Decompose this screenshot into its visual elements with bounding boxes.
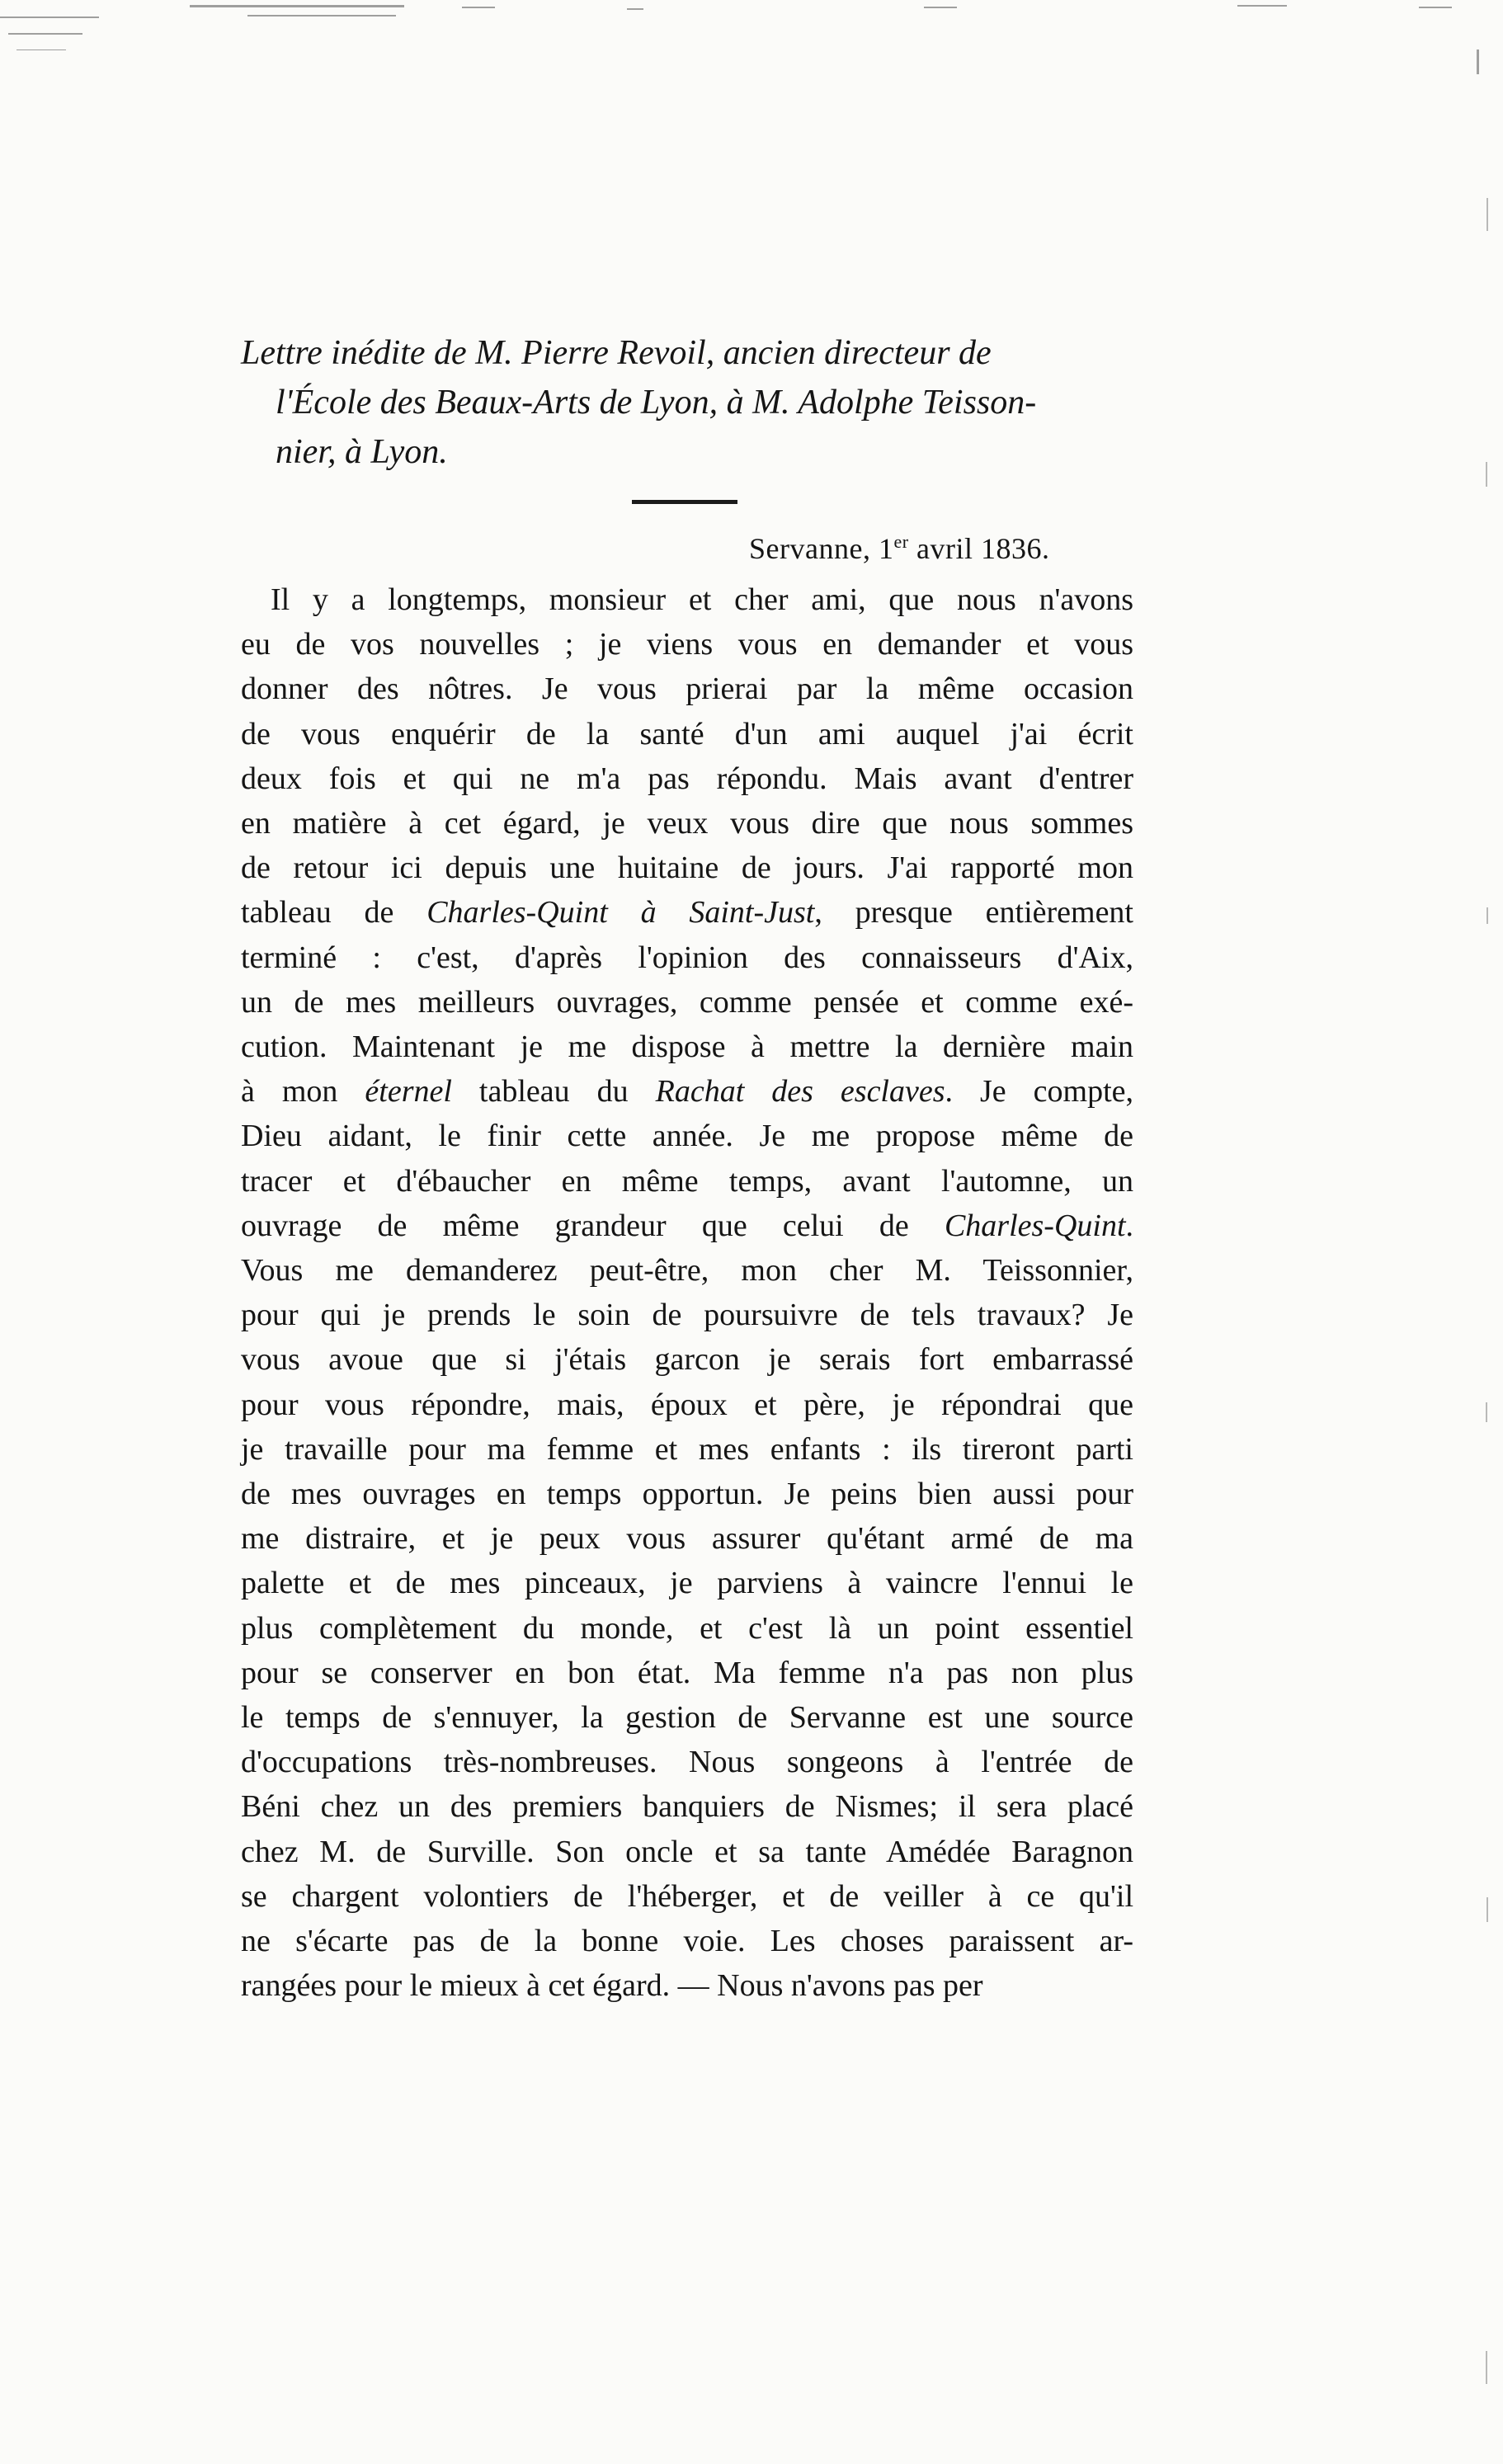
text-run: Vous me demanderez peut-être, mon cher M. Teissonnier,: [241, 1253, 1133, 1289]
heading-line: nier, à Lyon.: [276, 433, 448, 471]
body-line: [241, 1963, 1133, 2008]
text-run: .: [1125, 1208, 1133, 1243]
scan-edge-right: [1483, 0, 1491, 2464]
text-run: le temps de s'ennuyer, la gestion de Servanne est une source: [241, 1700, 1133, 1736]
text-run: pour vous répondre, mais, époux et père, je répondrai que: [241, 1387, 1133, 1422]
body-line: [241, 756, 1133, 801]
body-line: [241, 1516, 1133, 1561]
text-run: je travaille pour ma femme et mes enfants : ils tireront parti: [241, 1431, 1133, 1467]
letter-body: [241, 577, 1133, 2009]
body-line: [241, 1919, 1133, 1963]
text-run: , presque entièrement: [814, 895, 1133, 930]
text-run: Il y a longtemps, monsieur et cher ami, que nous n'avons: [271, 582, 1133, 617]
text-run: Béni chez un des premiers banquiers de Nismes; il sera placé: [241, 1789, 1133, 1825]
body-line: [241, 622, 1133, 667]
body-line: [241, 1874, 1133, 1919]
text-run: plus complètement du monde, et c'est là un point essentiel: [241, 1610, 1133, 1646]
body-line: [241, 846, 1133, 890]
body-line: [241, 1383, 1133, 1427]
dateline-date: avril 1836.: [908, 532, 1050, 565]
body-line: [241, 1293, 1133, 1337]
text-run: . Je compte,: [945, 1074, 1134, 1110]
text-run: donner des nôtres. Je vous prierai par la même occasion: [241, 671, 1133, 707]
text-run: ne s'écarte pas de la bonne voie. Les choses paraissent ar-: [241, 1924, 1133, 1959]
body-line: [241, 577, 1133, 622]
body-line: [241, 1472, 1133, 1516]
text-run: rangées pour le mieux à cet égard. — Nous n'avons pas per: [241, 1968, 983, 2004]
italic-title: Rachat des esclaves: [655, 1074, 945, 1110]
text-run: de mes ouvrages en temps opportun. Je peins bien aussi pour: [241, 1477, 1133, 1512]
body-line: [241, 801, 1133, 846]
italic-title: éternel: [365, 1074, 452, 1110]
text-run: de retour ici depuis une huitaine de jours. J'ai rapporté mon: [241, 850, 1133, 886]
text-run: deux fois et qui ne m'a pas répondu. Mais avant d'entrer: [241, 761, 1133, 796]
body-line: [241, 1159, 1133, 1204]
body-line: [241, 1204, 1133, 1248]
body-line: [241, 1337, 1133, 1382]
body-line: [241, 1784, 1133, 1829]
text-run: palette et de mes pinceaux, je parviens à vaincre l'ennui le: [241, 1566, 1133, 1601]
body-line: [241, 1069, 1133, 1114]
text-run: pour qui je prends le soin de poursuivre de tels travaux? Je: [241, 1298, 1133, 1333]
body-line: [241, 1695, 1133, 1740]
text-run: un de mes meilleurs ouvrages, comme pensée et comme exé-: [241, 984, 1133, 1020]
body-line: [241, 1606, 1133, 1651]
text-run: en matière à cet égard, je veux vous dire que nous sommes: [241, 806, 1133, 841]
body-line: [241, 667, 1133, 711]
text-run: Dieu aidant, le finir cette année. Je me propose même de: [241, 1119, 1133, 1154]
body-line: [241, 1427, 1133, 1472]
heading-line: Lettre inédite de M. Pierre Revoil, ancien directeur de: [241, 334, 992, 372]
italic-title: Charles-Quint: [944, 1208, 1126, 1243]
text-run: se chargent volontiers de l'héberger, et de veiller à ce qu'il: [241, 1878, 1133, 1914]
body-line: [241, 1248, 1133, 1293]
body-line: [241, 1561, 1133, 1605]
body-line: [241, 712, 1133, 756]
letter-heading: [241, 328, 1165, 477]
dateline-place: Servanne, 1: [749, 532, 894, 565]
body-line: [241, 890, 1133, 935]
body-line: [241, 1830, 1133, 1874]
text-run: tableau de: [241, 895, 427, 930]
italic-title: Charles-Quint à Saint-Just: [426, 895, 815, 930]
text-run: tableau du: [451, 1074, 656, 1110]
text-run: de vous enquérir de la santé d'un ami auquel j'ai écrit: [241, 716, 1133, 751]
text-run: à mon: [241, 1074, 365, 1110]
heading-line: l'École des Beaux-Arts de Lyon, à M. Adolphe Teisson-: [276, 384, 1037, 422]
dateline: [749, 531, 1050, 566]
body-line: [241, 935, 1133, 980]
body-line: [241, 1740, 1133, 1784]
text-run: ouvrage de même grandeur que celui de: [241, 1208, 945, 1243]
body-line: [241, 1651, 1133, 1695]
text-run: chez M. de Surville. Son oncle et sa tante Amédée Baragnon: [241, 1834, 1133, 1869]
text-run: cution. Maintenant je me dispose à mettre la dernière main: [241, 1029, 1133, 1065]
body-line: [241, 1114, 1133, 1158]
text-run: pour se conserver en bon état. Ma femme n'a pas non plus: [241, 1655, 1133, 1690]
scan-noise-top: [0, 0, 1503, 115]
body-line: [241, 980, 1133, 1025]
text-run: vous avoue que si j'étais garcon je serais fort embarrassé: [241, 1342, 1133, 1378]
text-run: d'occupations très-nombreuses. Nous songeons à l'entrée de: [241, 1745, 1133, 1780]
text-run: me distraire, et je peux vous assurer qu'étant armé de ma: [241, 1521, 1133, 1557]
dateline-ordinal: er: [893, 531, 909, 552]
body-line: [241, 1025, 1133, 1069]
text-run: terminé : c'est, d'après l'opinion des connaisseurs d'Aix,: [241, 940, 1133, 975]
separator-rule: [632, 500, 737, 504]
text-run: tracer et d'ébaucher en même temps, avant l'automne, un: [241, 1163, 1133, 1199]
text-run: eu de vos nouvelles ; je viens vous en demander et vous: [241, 627, 1133, 662]
